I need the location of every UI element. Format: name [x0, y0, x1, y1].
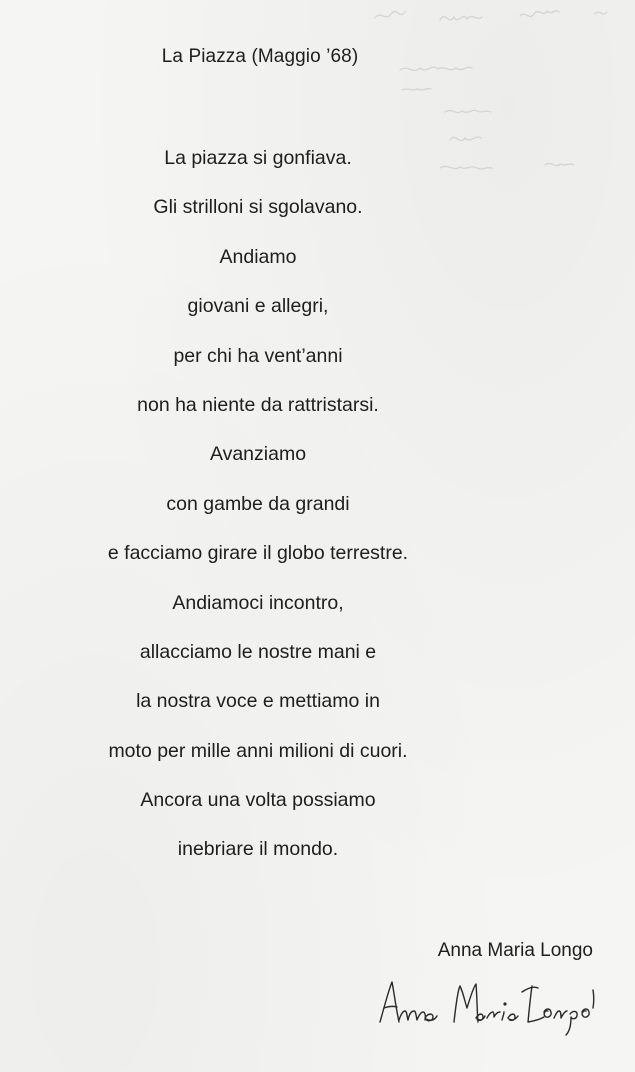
poem-line: giovani e allegri, — [187, 295, 329, 318]
poem-title: La Piazza (Maggio ’68) — [161, 46, 359, 67]
poem-line: Gli strilloni si sgolavano. — [153, 196, 363, 219]
poem-line: Ancora una volta possiamo — [140, 789, 376, 812]
poem-line: inebriare il mondo. — [177, 838, 339, 861]
poem-line: Andiamo — [219, 245, 297, 268]
poem-line: Avanziamo — [209, 443, 307, 466]
poem-line: Andiamoci incontro, — [172, 591, 344, 614]
poem-line: per chi ha vent’anni — [173, 344, 343, 367]
poem-body — [0, 137, 516, 878]
poem-line: la nostra voce e mettiamo in — [136, 690, 380, 713]
poem-line: e facciamo girare il globo terrestre. — [107, 542, 409, 565]
poem-line: non ha niente da rattristarsi. — [137, 393, 379, 416]
poem-line: con gambe da grandi — [166, 492, 350, 515]
poem-line: moto per mille anni milioni di cuori. — [108, 739, 408, 762]
poem-line: allacciamo le nostre mani e — [139, 640, 377, 663]
handwritten-signature — [372, 972, 604, 1042]
author-name: Anna Maria Longo — [437, 940, 593, 961]
poem-line: La piazza si gonfiava. — [164, 147, 352, 169]
